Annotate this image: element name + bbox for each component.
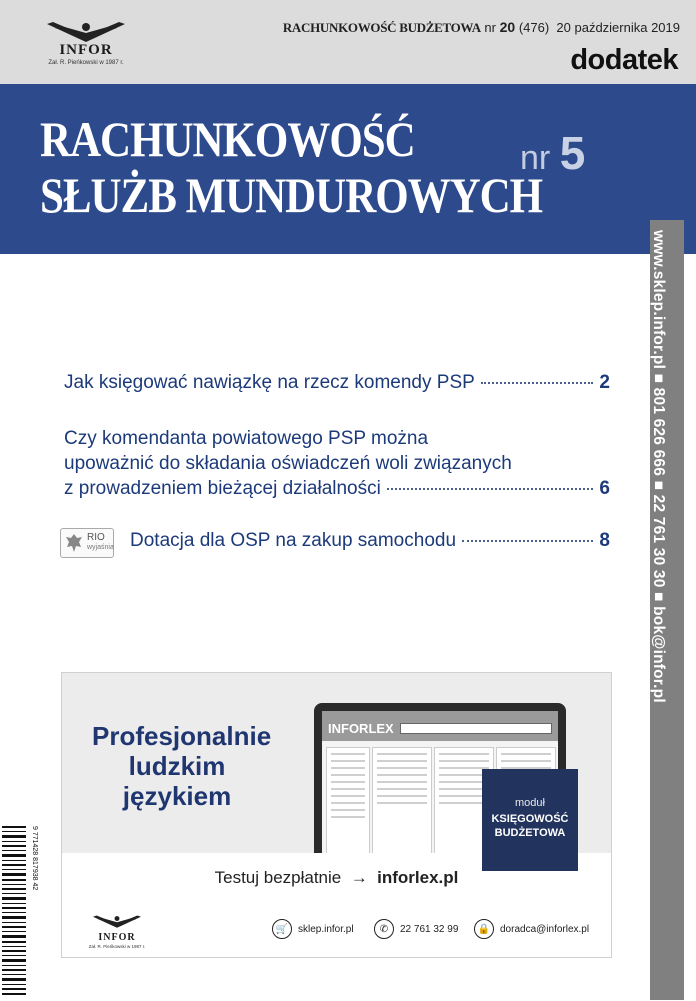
toc-item-title: Dotacja dla OSP na zakup samochodu (130, 530, 457, 551)
rio-badge (60, 528, 114, 558)
toc-page-number: 8 (599, 530, 610, 551)
contact-text: sklep.infor.pl (298, 923, 354, 935)
ad-call-to-action[interactable] (62, 868, 611, 888)
phone-icon: ✆ (374, 919, 394, 939)
inforlex-ad[interactable] (61, 672, 612, 958)
module-badge (482, 769, 578, 871)
issue-line (283, 19, 680, 36)
ad-headline-line: językiem (122, 781, 232, 811)
cta-arrow-icon: → (350, 868, 368, 887)
infor-logo (38, 18, 134, 66)
ad-headline-line: ludzkim (128, 751, 226, 781)
masthead-number (520, 126, 585, 180)
module-label: moduł (515, 797, 545, 809)
barcode (2, 826, 38, 996)
logo-wordmark: INFOR (59, 42, 113, 58)
supplement-label: dodatek (570, 44, 678, 76)
barcode-digits: 9 771428 817938 42 (31, 826, 38, 891)
toc-item-title: Jak księgować nawiązkę na rzecz komendy PSP (64, 372, 475, 393)
issue-number: 20 (499, 19, 516, 35)
barcode-bars (2, 826, 38, 996)
cta-link[interactable]: inforlex.pl (377, 868, 459, 887)
toc-item[interactable] (64, 426, 610, 501)
issue-nr-label: nr (484, 20, 496, 35)
toc-leader-dots (462, 540, 593, 542)
eagle-icon (64, 532, 84, 554)
wings-icon (43, 18, 129, 44)
issue-date: 20 października 2019 (556, 20, 680, 35)
toc-item-title-line: Czy komendanta powiatowego PSP można (64, 428, 429, 449)
contact-text: doradca@inforlex.pl (500, 923, 590, 935)
module-name-line: KSIĘGOWOŚĆ (491, 813, 569, 825)
toc-page-number: 6 (599, 478, 610, 499)
publication-name: RACHUNKOWOŚĆ BUDŻETOWA (282, 20, 481, 35)
screen-search-bar (400, 723, 552, 734)
lock-icon: 🔒 (474, 919, 494, 939)
screen-content-column (372, 747, 432, 853)
contact-shop[interactable] (272, 919, 354, 939)
masthead-nr-value: 5 (559, 127, 586, 179)
logo-subtitle: Zał. R. Pieńkowski w 1987 r. (48, 60, 124, 66)
cta-text: Testuj bezpłatnie (214, 868, 342, 887)
contact-sidebar-text: www.sklep.infor.pl ■ 801 626 666 ■ 22 761 30 30 ■ bok@infor.pl (650, 230, 667, 703)
toc-page-number: 2 (599, 372, 610, 393)
ad-infor-logo (86, 913, 148, 949)
contact-email[interactable] (474, 919, 589, 939)
rio-badge-label: RIO (87, 532, 105, 543)
title-line-2: SŁUŻB MUNDUROWYCH (40, 167, 543, 223)
ad-headline-line: Profesjonalnie (92, 721, 272, 751)
magazine-title (40, 111, 542, 223)
ad-logo-subtitle: Zał. R. Pieńkowski w 1987 r. (88, 944, 146, 949)
screen-logo: INFORLEX (328, 721, 394, 736)
toc-item[interactable] (64, 370, 610, 395)
screen-header (322, 711, 558, 741)
masthead-nr-label: nr (520, 139, 551, 177)
contact-phone[interactable] (374, 919, 458, 939)
wings-icon (89, 913, 145, 929)
toc-leader-dots (481, 382, 594, 384)
contact-text: 22 761 32 99 (400, 923, 459, 935)
title-line-1: RACHUNKOWOŚĆ (40, 111, 415, 167)
issue-total: (476) (518, 20, 550, 35)
module-name-line: BUDŻETOWA (494, 827, 566, 839)
ad-headline (92, 721, 272, 811)
cart-icon: 🛒 (272, 919, 292, 939)
module-name (482, 812, 578, 840)
toc-leader-dots (387, 488, 594, 490)
toc-item-title-line: upoważnić do składania oświadczeń woli związanych (64, 453, 512, 474)
toc-item[interactable] (64, 528, 610, 553)
ad-logo-wordmark: INFOR (98, 932, 136, 943)
screen-menu-column (326, 747, 370, 853)
toc-item-title-line: z prowadzeniem bieżącej działalności (64, 478, 381, 499)
rio-badge-sublabel: wyjaśnia (87, 544, 114, 551)
